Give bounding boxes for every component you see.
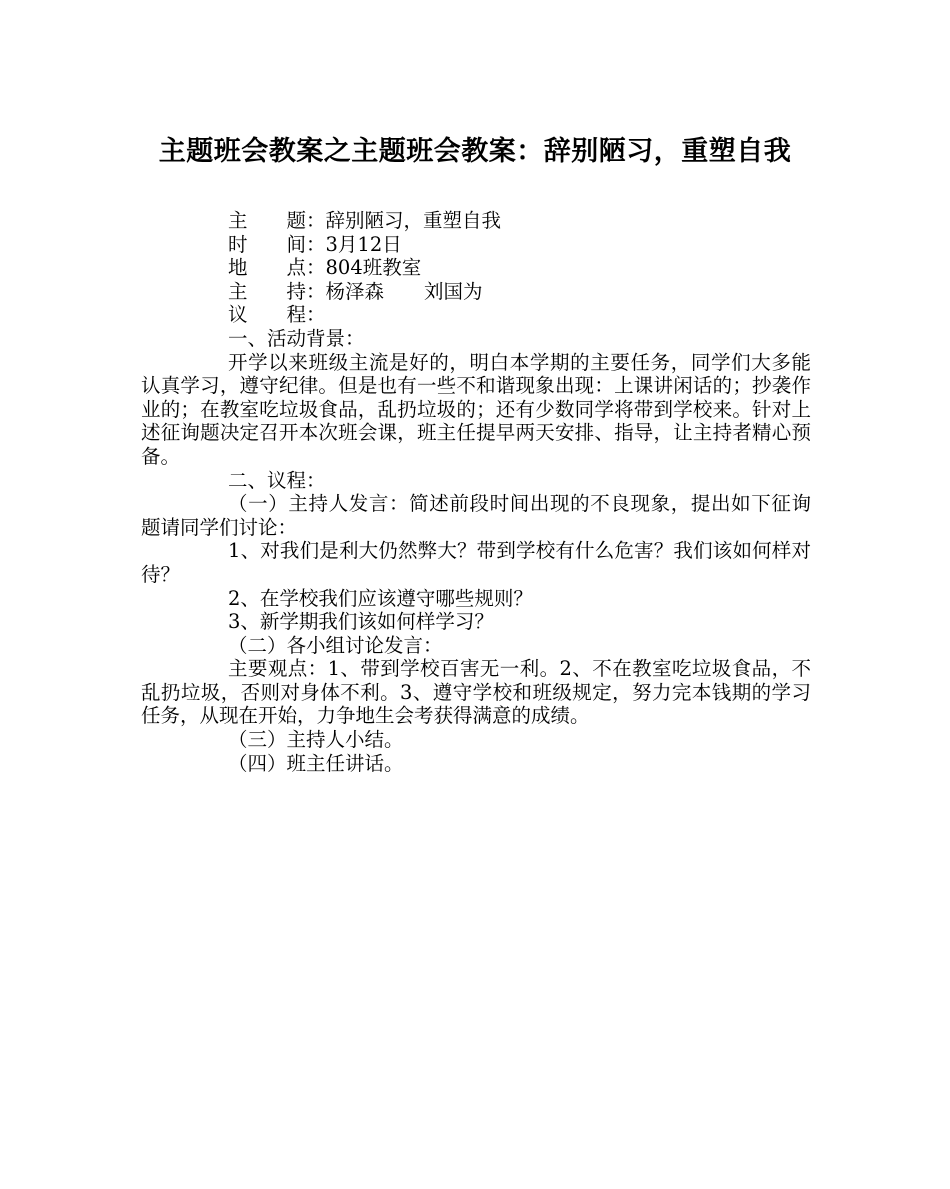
agenda-step-4: （四）班主任讲话。: [228, 751, 404, 775]
section-heading-background: 一、活动背景：: [228, 326, 365, 350]
document-title: 主题班会教案之主题班会教案：辞别陋习，重塑自我: [158, 136, 792, 167]
meta-key: 主题: [228, 209, 306, 232]
meta-key: 议程: [228, 303, 306, 327]
document-body: [141, 209, 811, 775]
meta-line-host: 主持：杨泽森 刘国为: [228, 279, 483, 303]
question-3: 3、新学期我们该如何样学习？: [228, 610, 494, 634]
meta-line-time: 时间：3月12日: [228, 232, 402, 256]
meta-key: 时间: [228, 232, 306, 256]
question-1: 1、对我们是利大仍然弊大？带到学校有什么危害？我们该如何样对待？: [141, 539, 811, 586]
meta-line-place: 地点：804班教室: [228, 256, 422, 280]
meta-key: 主持: [228, 279, 306, 303]
meta-value-2: 刘国为: [424, 279, 483, 303]
agenda-step-2: （二）各小组讨论发言：: [228, 633, 443, 657]
agenda-step-3: （三）主持人小结。: [228, 728, 404, 752]
meta-value: 杨泽森: [325, 279, 385, 303]
meta-value: 辞别陋习，重塑自我: [325, 209, 502, 232]
meta-key: 地点: [228, 256, 306, 280]
meta-value: 804班教室: [325, 256, 422, 280]
meta-line-topic: 主题：辞别陋习，重塑自我: [228, 209, 502, 232]
section-heading-agenda: 二、议程：: [228, 468, 326, 492]
viewpoints-paragraph: 主要观点：1、带到学校百害无一利。2、不在教室吃垃圾食品，不乱扔垃圾，否则对身体不利。3、遵守学校和班级规定，努力完本钱期的学习任务，从现在开始，力争地生会考获得满意的成绩。: [141, 657, 811, 728]
meta-line-agenda: 议程：: [228, 303, 326, 327]
meta-value: 3月12日: [325, 232, 402, 256]
background-paragraph: 开学以来班级主流是好的，明白本学期的主要任务，同学们大多能认真学习，遵守纪律。但是也有一些不和谐现象出现：上课讲闲话的；抄袭作业的；在教室吃垃圾食品，乱扔垃圾的；还有少数同学将带到学校来。针对上述征询题决定召开本次班会课，班主任提早两天安排、指导，让主持者精心预备。: [141, 350, 811, 468]
question-2: 2、在学校我们应该遵守哪些规则？: [228, 586, 533, 610]
agenda-step-1: （一）主持人发言：简述前段时间出现的不良现象，提出如下征询题请同学们讨论：: [141, 492, 811, 539]
